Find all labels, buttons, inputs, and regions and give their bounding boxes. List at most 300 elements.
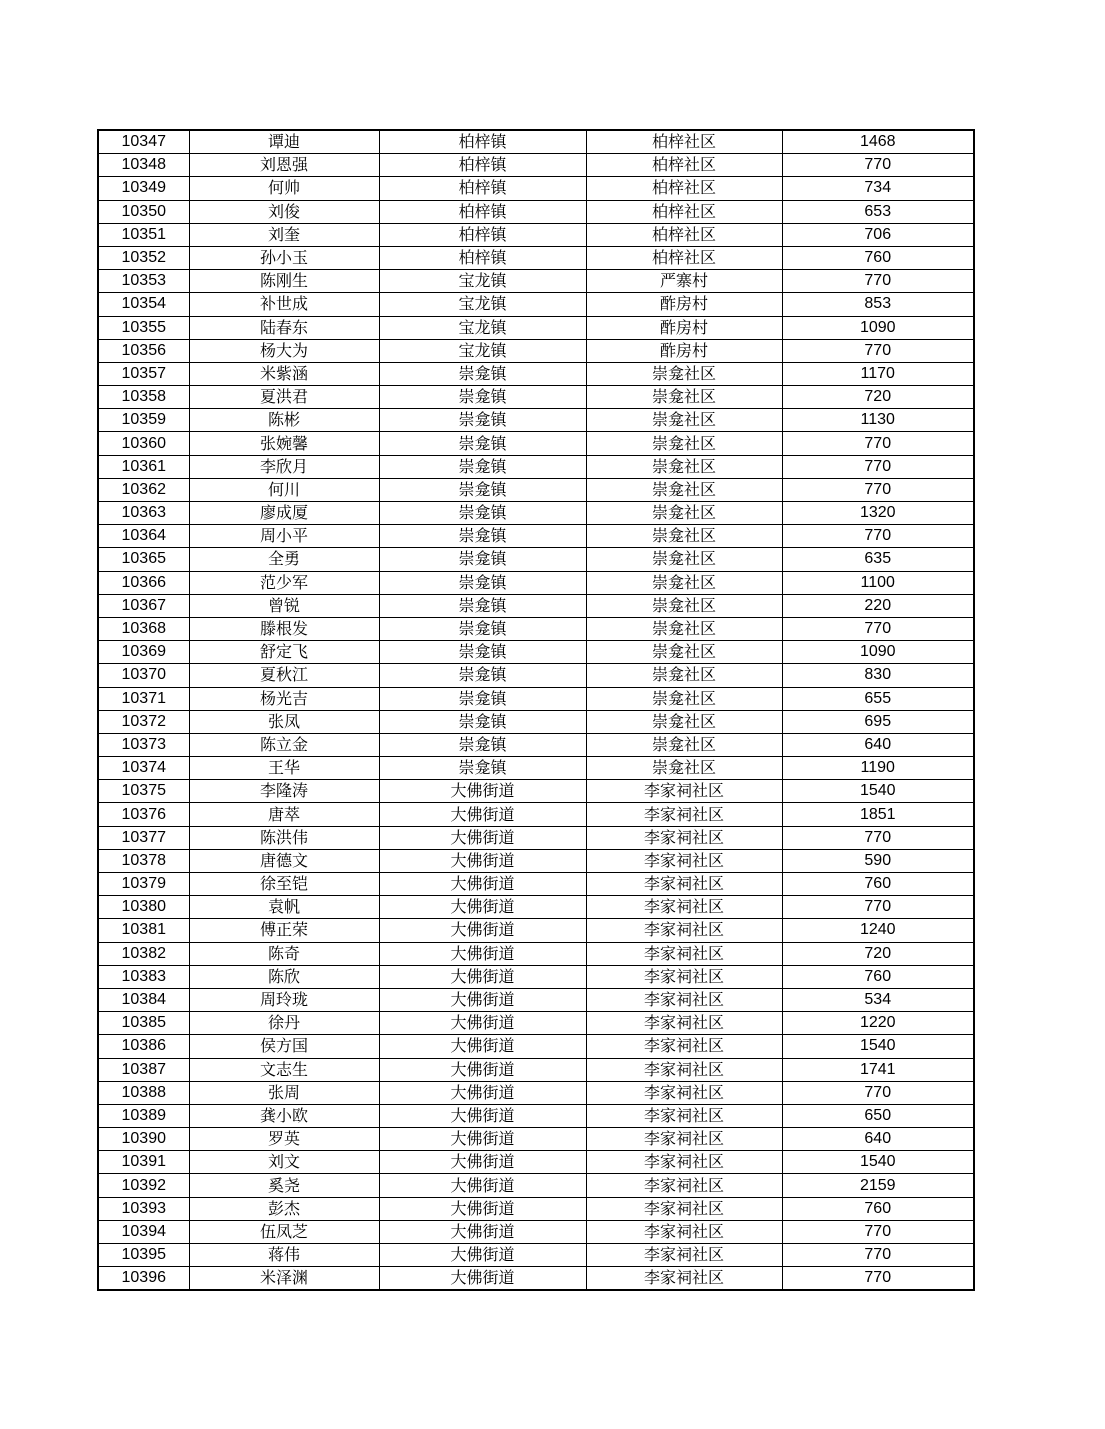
town-cell: 柏梓镇: [379, 130, 586, 154]
amount-cell: 770: [782, 617, 974, 640]
town-cell: 大佛街道: [379, 1104, 586, 1127]
town-cell: 大佛街道: [379, 1220, 586, 1243]
village-cell: 李家祠社区: [586, 803, 782, 826]
record-id-cell: 10377: [98, 826, 189, 849]
town-cell: 柏梓镇: [379, 246, 586, 269]
town-cell: 崇龛镇: [379, 362, 586, 385]
record-id-cell: 10368: [98, 617, 189, 640]
town-cell: 宝龙镇: [379, 316, 586, 339]
amount-cell: 770: [782, 896, 974, 919]
record-id-cell: 10364: [98, 525, 189, 548]
amount-cell: 653: [782, 200, 974, 223]
person-name-cell: 唐萃: [189, 803, 379, 826]
record-id-cell: 10394: [98, 1220, 189, 1243]
village-cell: 李家祠社区: [586, 1081, 782, 1104]
town-cell: 崇龛镇: [379, 617, 586, 640]
amount-cell: 853: [782, 293, 974, 316]
table-row: [98, 757, 974, 780]
person-name-cell: 张周: [189, 1081, 379, 1104]
person-name-cell: 刘文: [189, 1151, 379, 1174]
record-id-cell: 10356: [98, 339, 189, 362]
record-id-cell: 10388: [98, 1081, 189, 1104]
person-name-cell: 何川: [189, 478, 379, 501]
village-cell: 严寨村: [586, 270, 782, 293]
village-cell: 李家祠社区: [586, 1220, 782, 1243]
person-name-cell: 傅正荣: [189, 919, 379, 942]
table-row: [98, 1081, 974, 1104]
amount-cell: 1741: [782, 1058, 974, 1081]
amount-cell: 770: [782, 478, 974, 501]
amount-cell: 1090: [782, 316, 974, 339]
person-name-cell: 徐丹: [189, 1012, 379, 1035]
person-name-cell: 廖成厦: [189, 502, 379, 525]
amount-cell: 770: [782, 1244, 974, 1267]
village-cell: 崇龛社区: [586, 641, 782, 664]
village-cell: 李家祠社区: [586, 849, 782, 872]
village-cell: 崇龛社区: [586, 710, 782, 733]
town-cell: 大佛街道: [379, 1081, 586, 1104]
table-row: [98, 710, 974, 733]
roster-table-body: [98, 130, 974, 1290]
amount-cell: 734: [782, 177, 974, 200]
amount-cell: 770: [782, 525, 974, 548]
record-id-cell: 10369: [98, 641, 189, 664]
village-cell: 崇龛社区: [586, 478, 782, 501]
table-row: [98, 733, 974, 756]
amount-cell: 1130: [782, 409, 974, 432]
town-cell: 崇龛镇: [379, 502, 586, 525]
town-cell: 大佛街道: [379, 803, 586, 826]
amount-cell: 650: [782, 1104, 974, 1127]
town-cell: 崇龛镇: [379, 455, 586, 478]
person-name-cell: 文志生: [189, 1058, 379, 1081]
record-id-cell: 10366: [98, 571, 189, 594]
record-id-cell: 10387: [98, 1058, 189, 1081]
village-cell: 崇龛社区: [586, 455, 782, 478]
person-name-cell: 彭杰: [189, 1197, 379, 1220]
amount-cell: 770: [782, 1267, 974, 1291]
town-cell: 崇龛镇: [379, 386, 586, 409]
village-cell: 崇龛社区: [586, 409, 782, 432]
table-row: [98, 1220, 974, 1243]
record-id-cell: 10355: [98, 316, 189, 339]
village-cell: 酢房村: [586, 316, 782, 339]
person-name-cell: 袁帆: [189, 896, 379, 919]
record-id-cell: 10371: [98, 687, 189, 710]
person-name-cell: 唐德文: [189, 849, 379, 872]
record-id-cell: 10378: [98, 849, 189, 872]
village-cell: 李家祠社区: [586, 988, 782, 1011]
village-cell: 崇龛社区: [586, 571, 782, 594]
village-cell: 酢房村: [586, 339, 782, 362]
amount-cell: 1320: [782, 502, 974, 525]
town-cell: 宝龙镇: [379, 339, 586, 362]
record-id-cell: 10379: [98, 873, 189, 896]
person-name-cell: 龚小欧: [189, 1104, 379, 1127]
table-row: [98, 154, 974, 177]
town-cell: 大佛街道: [379, 1128, 586, 1151]
amount-cell: 770: [782, 432, 974, 455]
table-row: [98, 896, 974, 919]
village-cell: 李家祠社区: [586, 1104, 782, 1127]
amount-cell: 770: [782, 455, 974, 478]
person-name-cell: 周玲珑: [189, 988, 379, 1011]
amount-cell: 770: [782, 339, 974, 362]
village-cell: 李家祠社区: [586, 1012, 782, 1035]
amount-cell: 220: [782, 594, 974, 617]
amount-cell: 1540: [782, 780, 974, 803]
person-name-cell: 罗英: [189, 1128, 379, 1151]
record-id-cell: 10367: [98, 594, 189, 617]
town-cell: 崇龛镇: [379, 641, 586, 664]
record-id-cell: 10373: [98, 733, 189, 756]
town-cell: 大佛街道: [379, 1197, 586, 1220]
person-name-cell: 李欣月: [189, 455, 379, 478]
table-row: [98, 641, 974, 664]
town-cell: 大佛街道: [379, 919, 586, 942]
amount-cell: 720: [782, 942, 974, 965]
record-id-cell: 10392: [98, 1174, 189, 1197]
record-id-cell: 10372: [98, 710, 189, 733]
record-id-cell: 10395: [98, 1244, 189, 1267]
record-id-cell: 10382: [98, 942, 189, 965]
town-cell: 大佛街道: [379, 942, 586, 965]
town-cell: 大佛街道: [379, 896, 586, 919]
person-name-cell: 徐至铠: [189, 873, 379, 896]
town-cell: 宝龙镇: [379, 270, 586, 293]
table-row: [98, 1197, 974, 1220]
amount-cell: 760: [782, 965, 974, 988]
record-id-cell: 10396: [98, 1267, 189, 1291]
table-row: [98, 803, 974, 826]
amount-cell: 1851: [782, 803, 974, 826]
amount-cell: 770: [782, 154, 974, 177]
town-cell: 崇龛镇: [379, 432, 586, 455]
town-cell: 大佛街道: [379, 1174, 586, 1197]
record-id-cell: 10374: [98, 757, 189, 780]
town-cell: 崇龛镇: [379, 525, 586, 548]
table-row: [98, 687, 974, 710]
person-name-cell: 刘奎: [189, 223, 379, 246]
amount-cell: 640: [782, 733, 974, 756]
person-name-cell: 舒定飞: [189, 641, 379, 664]
record-id-cell: 10353: [98, 270, 189, 293]
town-cell: 大佛街道: [379, 873, 586, 896]
table-row: [98, 873, 974, 896]
town-cell: 崇龛镇: [379, 664, 586, 687]
record-id-cell: 10376: [98, 803, 189, 826]
amount-cell: 635: [782, 548, 974, 571]
town-cell: 大佛街道: [379, 965, 586, 988]
record-id-cell: 10349: [98, 177, 189, 200]
village-cell: 李家祠社区: [586, 896, 782, 919]
village-cell: 李家祠社区: [586, 1244, 782, 1267]
town-cell: 崇龛镇: [379, 594, 586, 617]
amount-cell: 770: [782, 826, 974, 849]
village-cell: 李家祠社区: [586, 919, 782, 942]
town-cell: 柏梓镇: [379, 223, 586, 246]
record-id-cell: 10390: [98, 1128, 189, 1151]
record-id-cell: 10354: [98, 293, 189, 316]
person-name-cell: 陈刚生: [189, 270, 379, 293]
village-cell: 崇龛社区: [586, 432, 782, 455]
table-row: [98, 200, 974, 223]
record-id-cell: 10375: [98, 780, 189, 803]
amount-cell: 1540: [782, 1035, 974, 1058]
amount-cell: 590: [782, 849, 974, 872]
record-id-cell: 10391: [98, 1151, 189, 1174]
amount-cell: 695: [782, 710, 974, 733]
record-id-cell: 10352: [98, 246, 189, 269]
village-cell: 李家祠社区: [586, 1058, 782, 1081]
village-cell: 李家祠社区: [586, 1174, 782, 1197]
table-row: [98, 177, 974, 200]
table-row: [98, 525, 974, 548]
amount-cell: 706: [782, 223, 974, 246]
person-name-cell: 周小平: [189, 525, 379, 548]
village-cell: 李家祠社区: [586, 1035, 782, 1058]
table-row: [98, 617, 974, 640]
table-row: [98, 1151, 974, 1174]
table-row: [98, 942, 974, 965]
person-name-cell: 陈奇: [189, 942, 379, 965]
person-name-cell: 王华: [189, 757, 379, 780]
amount-cell: 720: [782, 386, 974, 409]
record-id-cell: 10384: [98, 988, 189, 1011]
record-id-cell: 10363: [98, 502, 189, 525]
record-id-cell: 10365: [98, 548, 189, 571]
village-cell: 崇龛社区: [586, 757, 782, 780]
record-id-cell: 10385: [98, 1012, 189, 1035]
amount-cell: 760: [782, 246, 974, 269]
town-cell: 大佛街道: [379, 1267, 586, 1291]
person-name-cell: 夏洪君: [189, 386, 379, 409]
person-name-cell: 陈洪伟: [189, 826, 379, 849]
amount-cell: 1090: [782, 641, 974, 664]
record-id-cell: 10393: [98, 1197, 189, 1220]
village-cell: 李家祠社区: [586, 1197, 782, 1220]
table-row: [98, 1035, 974, 1058]
amount-cell: 1240: [782, 919, 974, 942]
town-cell: 大佛街道: [379, 1035, 586, 1058]
record-id-cell: 10360: [98, 432, 189, 455]
amount-cell: 1100: [782, 571, 974, 594]
amount-cell: 770: [782, 1220, 974, 1243]
village-cell: 李家祠社区: [586, 1267, 782, 1291]
village-cell: 李家祠社区: [586, 1128, 782, 1151]
village-cell: 崇龛社区: [586, 502, 782, 525]
table-row: [98, 594, 974, 617]
village-cell: 柏梓社区: [586, 154, 782, 177]
amount-cell: 534: [782, 988, 974, 1011]
town-cell: 大佛街道: [379, 988, 586, 1011]
person-name-cell: 张婉馨: [189, 432, 379, 455]
village-cell: 酢房村: [586, 293, 782, 316]
village-cell: 李家祠社区: [586, 965, 782, 988]
village-cell: 崇龛社区: [586, 362, 782, 385]
town-cell: 大佛街道: [379, 1012, 586, 1035]
table-row: [98, 965, 974, 988]
record-id-cell: 10389: [98, 1104, 189, 1127]
town-cell: 大佛街道: [379, 1058, 586, 1081]
person-name-cell: 张凤: [189, 710, 379, 733]
record-id-cell: 10347: [98, 130, 189, 154]
village-cell: 崇龛社区: [586, 525, 782, 548]
record-id-cell: 10362: [98, 478, 189, 501]
table-row: [98, 849, 974, 872]
village-cell: 崇龛社区: [586, 548, 782, 571]
record-id-cell: 10357: [98, 362, 189, 385]
record-id-cell: 10370: [98, 664, 189, 687]
person-name-cell: 奚尧: [189, 1174, 379, 1197]
table-row: [98, 571, 974, 594]
record-id-cell: 10350: [98, 200, 189, 223]
town-cell: 崇龛镇: [379, 710, 586, 733]
village-cell: 柏梓社区: [586, 246, 782, 269]
amount-cell: 640: [782, 1128, 974, 1151]
table-row: [98, 270, 974, 293]
person-name-cell: 全勇: [189, 548, 379, 571]
roster-table: [97, 129, 975, 1291]
town-cell: 宝龙镇: [379, 293, 586, 316]
town-cell: 崇龛镇: [379, 571, 586, 594]
village-cell: 崇龛社区: [586, 617, 782, 640]
village-cell: 崇龛社区: [586, 664, 782, 687]
record-id-cell: 10383: [98, 965, 189, 988]
person-name-cell: 曾锐: [189, 594, 379, 617]
person-name-cell: 刘恩强: [189, 154, 379, 177]
village-cell: 崇龛社区: [586, 594, 782, 617]
amount-cell: 760: [782, 1197, 974, 1220]
town-cell: 大佛街道: [379, 849, 586, 872]
village-cell: 崇龛社区: [586, 687, 782, 710]
table-row: [98, 478, 974, 501]
record-id-cell: 10351: [98, 223, 189, 246]
table-row: [98, 455, 974, 478]
town-cell: 大佛街道: [379, 826, 586, 849]
person-name-cell: 米紫涵: [189, 362, 379, 385]
table-row: [98, 1128, 974, 1151]
table-row: [98, 826, 974, 849]
table-row: [98, 223, 974, 246]
village-cell: 柏梓社区: [586, 177, 782, 200]
person-name-cell: 陈欣: [189, 965, 379, 988]
town-cell: 崇龛镇: [379, 548, 586, 571]
table-row: [98, 548, 974, 571]
village-cell: 崇龛社区: [586, 386, 782, 409]
town-cell: 崇龛镇: [379, 478, 586, 501]
amount-cell: 1170: [782, 362, 974, 385]
table-row: [98, 409, 974, 432]
person-name-cell: 范少军: [189, 571, 379, 594]
amount-cell: 655: [782, 687, 974, 710]
amount-cell: 760: [782, 873, 974, 896]
amount-cell: 770: [782, 270, 974, 293]
person-name-cell: 杨光吉: [189, 687, 379, 710]
table-row: [98, 780, 974, 803]
table-row: [98, 664, 974, 687]
table-row: [98, 1058, 974, 1081]
person-name-cell: 孙小玉: [189, 246, 379, 269]
person-name-cell: 李隆涛: [189, 780, 379, 803]
village-cell: 李家祠社区: [586, 780, 782, 803]
village-cell: 柏梓社区: [586, 223, 782, 246]
table-row: [98, 1104, 974, 1127]
table-row: [98, 339, 974, 362]
person-name-cell: 何帅: [189, 177, 379, 200]
person-name-cell: 陈彬: [189, 409, 379, 432]
town-cell: 崇龛镇: [379, 687, 586, 710]
town-cell: 柏梓镇: [379, 200, 586, 223]
person-name-cell: 杨大为: [189, 339, 379, 362]
town-cell: 大佛街道: [379, 780, 586, 803]
record-id-cell: 10386: [98, 1035, 189, 1058]
village-cell: 李家祠社区: [586, 826, 782, 849]
table-row: [98, 1244, 974, 1267]
amount-cell: 770: [782, 1081, 974, 1104]
record-id-cell: 10358: [98, 386, 189, 409]
town-cell: 崇龛镇: [379, 757, 586, 780]
town-cell: 柏梓镇: [379, 154, 586, 177]
village-cell: 李家祠社区: [586, 942, 782, 965]
record-id-cell: 10348: [98, 154, 189, 177]
person-name-cell: 夏秋江: [189, 664, 379, 687]
table-row: [98, 246, 974, 269]
table-row: [98, 432, 974, 455]
person-name-cell: 陈立金: [189, 733, 379, 756]
record-id-cell: 10380: [98, 896, 189, 919]
table-row: [98, 1267, 974, 1291]
town-cell: 柏梓镇: [379, 177, 586, 200]
village-cell: 李家祠社区: [586, 873, 782, 896]
table-row: [98, 316, 974, 339]
amount-cell: 830: [782, 664, 974, 687]
village-cell: 崇龛社区: [586, 733, 782, 756]
table-row: [98, 130, 974, 154]
table-row: [98, 988, 974, 1011]
village-cell: 柏梓社区: [586, 130, 782, 154]
table-row: [98, 919, 974, 942]
person-name-cell: 伍凤芝: [189, 1220, 379, 1243]
person-name-cell: 补世成: [189, 293, 379, 316]
table-row: [98, 293, 974, 316]
person-name-cell: 刘俊: [189, 200, 379, 223]
record-id-cell: 10361: [98, 455, 189, 478]
table-row: [98, 1012, 974, 1035]
town-cell: 大佛街道: [379, 1151, 586, 1174]
record-id-cell: 10381: [98, 919, 189, 942]
table-row: [98, 502, 974, 525]
record-id-cell: 10359: [98, 409, 189, 432]
person-name-cell: 谭迪: [189, 130, 379, 154]
table-row: [98, 362, 974, 385]
person-name-cell: 蒋伟: [189, 1244, 379, 1267]
table-row: [98, 386, 974, 409]
person-name-cell: 米泽渊: [189, 1267, 379, 1291]
village-cell: 李家祠社区: [586, 1151, 782, 1174]
amount-cell: 2159: [782, 1174, 974, 1197]
table-row: [98, 1174, 974, 1197]
amount-cell: 1540: [782, 1151, 974, 1174]
person-name-cell: 侯方国: [189, 1035, 379, 1058]
town-cell: 崇龛镇: [379, 733, 586, 756]
person-name-cell: 陆春东: [189, 316, 379, 339]
village-cell: 柏梓社区: [586, 200, 782, 223]
amount-cell: 1220: [782, 1012, 974, 1035]
town-cell: 崇龛镇: [379, 409, 586, 432]
amount-cell: 1468: [782, 130, 974, 154]
town-cell: 大佛街道: [379, 1244, 586, 1267]
